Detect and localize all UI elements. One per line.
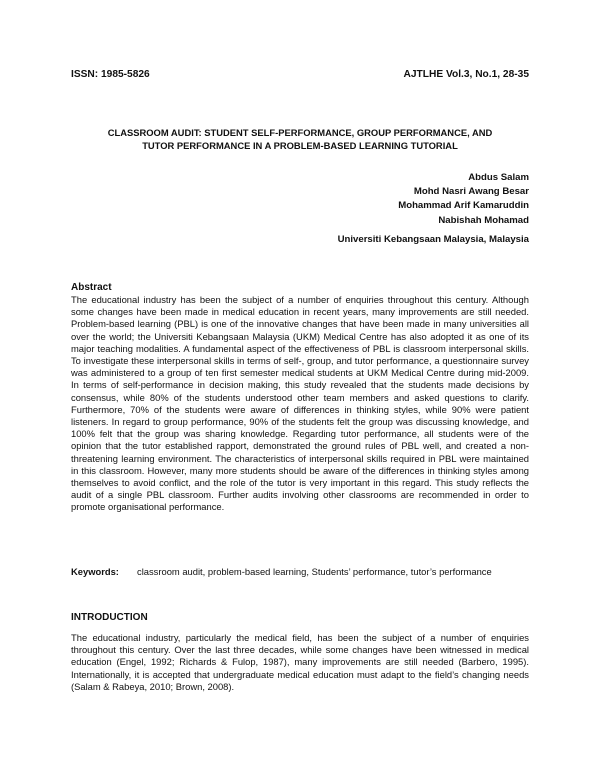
author-list xyxy=(398,171,529,228)
keywords-text: classroom audit, problem-based learning, Students’ performance, tutor’s performance xyxy=(137,566,492,577)
affiliation: Universiti Kebangsaan Malaysia, Malaysia xyxy=(337,234,529,245)
issn-label: ISSN: 1985-5826 xyxy=(71,69,150,80)
abstract-heading: Abstract xyxy=(71,282,112,293)
journal-citation: AJTLHE Vol.3, No.1, 28-35 xyxy=(403,69,529,80)
title-line-1: CLASSROOM AUDIT: STUDENT SELF-PERFORMANCE, GROUP PERFORMANCE, AND xyxy=(107,127,493,138)
abstract-body: The educational industry has been the subject of a number of enquiries throughout this century. Although some changes have been made in medical education in recent years, many improvements are still needed. Problem-based learning (PBL) is one of the innovative changes that have been made in many universities all over the world; the Universiti Kebangsaan Malaysia (UKM) Medical Centre has also adopted it as one of its major teaching modalities. A fundamental aspect of the effectiveness of PBL is classroom interpersonal skills. To investigate these interpersonal skills in terms of self-, group, and tutor performance, a questionnaire survey was administered to a group of ten first semester medical students at UKM Medical Centre during mid-2009. In terms of self-performance in decision making, this study revealed that the students made decisions by consensus, while 80% of the students understood other team members and asked questions to clarify. Furthermore, 70% of the students were aware of differences in thinking styles, while 90% were patient listeners. In regard to group performance, 90% of the students felt the group was discussing knowledge, and 100% felt that the group was sharing knowledge. Regarding tutor performance, all students were of the opinion that the tutor established rapport, demonstrated the ground rules of PBL well, and created a non-threatening learning environment. The characteristics of interpersonal skills required in PBL were maintained in this classroom. However, many more students should be aware of the differences in thinking styles among themselves to avoid conflict, and the role of the tutor is very important in this regard. This study reflects the audit of a single PBL classroom. Further audits involving other classrooms are recommended in order to promote organisational performance. xyxy=(71,294,529,513)
keywords-label: Keywords: xyxy=(71,566,119,577)
running-header xyxy=(71,69,529,80)
author-name: Mohd Nasri Awang Besar xyxy=(413,186,529,198)
title-line-2: TUTOR PERFORMANCE IN A PROBLEM-BASED LEARNING TUTORIAL xyxy=(142,140,458,151)
author-name: Mohammad Arif Kamaruddin xyxy=(398,200,529,212)
author-name: Nabishah Mohamad xyxy=(438,214,529,226)
introduction-body: The educational industry, particularly the medical field, has been the subject of a number of enquiries throughout this century. Over the last three decades, while some changes have been witnessed in medical education (Engel, 1992; Richards & Fulop, 1987), many improvements are still needed (Barbero, 1995). Internationally, it is accepted that undergraduate medical education must adapt to the field’s changing needs (Salam & Rabeya, 2010; Brown, 2008). xyxy=(71,632,529,692)
author-name: Abdus Salam xyxy=(468,172,529,183)
introduction-heading: INTRODUCTION xyxy=(71,612,148,623)
keywords-block xyxy=(71,566,529,578)
paper-title xyxy=(60,126,540,152)
